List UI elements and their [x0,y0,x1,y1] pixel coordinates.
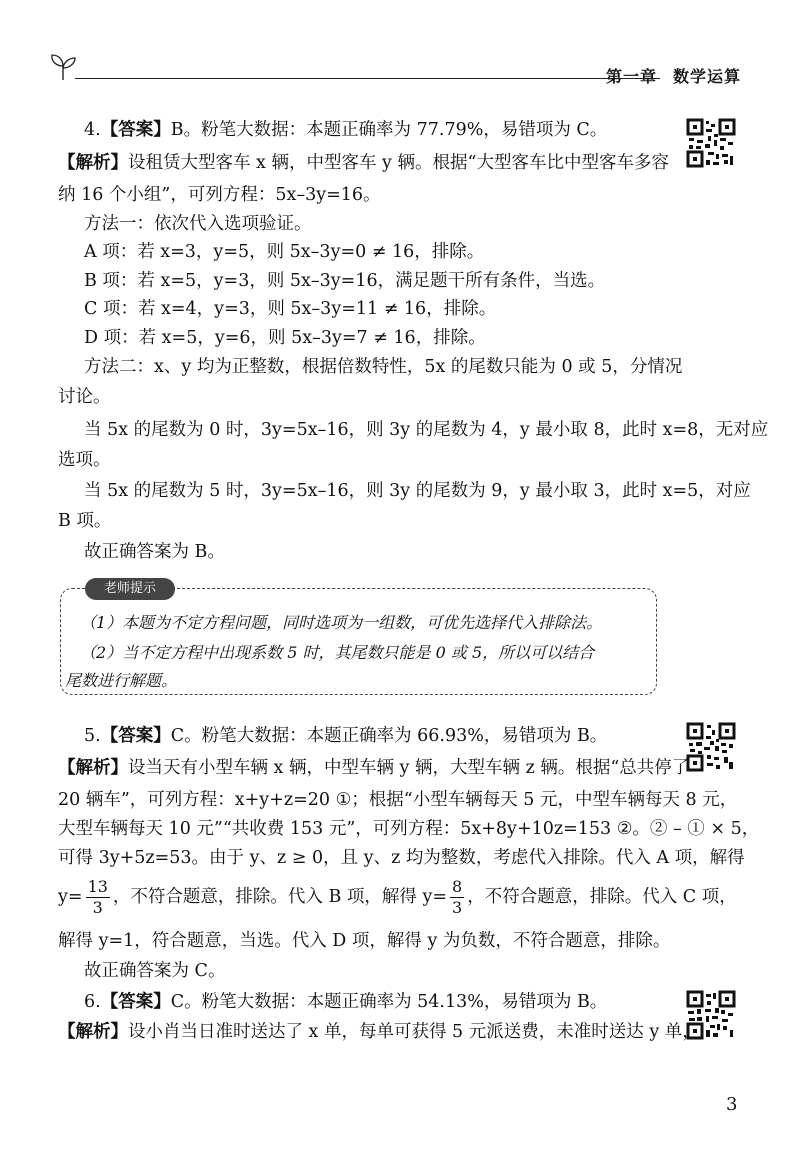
q6-analysis-line: 【解析】设小肖当日准时送达了 x 单，每单可获得 5 元派送费，未准时送达 y 单， [58,1022,700,1042]
q5-text-line: 20 辆车”，可列方程：x+y+z=20 ①；根据“小型车辆每天 5 元，中型车辆每天 8 元， [58,790,738,810]
q5-analysis-line: 【解析】设当天有小型车辆 x 辆，中型车辆 y 辆，大型车辆 z 辆。根据“总共停了 [58,758,690,778]
chapter-header [606,64,757,87]
chapter-label: 第一章 [606,67,658,86]
q4-text-line: 当 5x 的尾数为 5 时，3y=5x–16，则 3y 的尾数为 9，y 最小取 3，此时 x=5，对应 [84,481,751,501]
q4-text-line: 方法二：x、y 均为正整数，根据倍数特性，5x 的尾数只能为 0 或 5，分情况 [84,357,683,377]
tip-line: （1）本题为不定方程问题，同时选项为一组数，可优先选择代入排除法。 [80,613,603,632]
page-number: 3 [726,1094,738,1115]
q4-text-line: A 项：若 x=3，y=5，则 5x–3y=0 ≠ 16，排除。 [84,242,485,262]
header-rule [75,78,660,79]
fraction-13-3: $\frac{13}{3}$ [87,877,108,917]
qr-code-icon[interactable] [686,722,736,772]
q4-text-line: 选项。 [58,450,111,470]
q6-answer-line: 6.【答案】C。粉笔大数据：本题正确率为 54.13%，易错项为 B。 [84,992,608,1012]
q4-text-line: 方法一：依次代入选项验证。 [84,214,312,234]
q5-text-line: 可得 3y+5z=53。由于 y、z ≥ 0，且 y、z 均为整数，考虑代入排除。代入 A 项，解得 [58,848,745,868]
q5-fraction-line: y= $\frac{13}{3}$ ，不符合题意，排除。代入 B 项，解得 y= $\frac{8}{3}$ ，不符合题意，排除。代入 C 项， [58,877,737,917]
q5-text-line: 大型车辆每天 10 元”“共收费 153 元”，可列方程：5x+8y+10z=153 ②。② – ① × 5， [58,819,760,839]
q4-answer-line: 4.【答案】B。粉笔大数据：本题正确率为 77.79%，易错项为 C。 [84,120,608,140]
q4-text-line: 纳 16 个小组”，可列方程：5x–3y=16。 [58,185,381,205]
q5-conclusion: 故正确答案为 C。 [84,961,226,981]
q5-answer-line: 5.【答案】C。粉笔大数据：本题正确率为 66.93%，易错项为 B。 [84,726,608,746]
q4-text-line: 讨论。 [58,387,111,407]
tip-line: （2）当不定方程中出现系数 5 时，其尾数只能是 0 或 5，所以可以结合 [80,643,595,662]
tip-label: 老师提示 [85,578,175,600]
q5-text-line: 解得 y=1，符合题意，当选。代入 D 项，解得 y 为负数，不符合题意，排除。 [58,931,671,951]
q4-text-line: 当 5x 的尾数为 0 时，3y=5x–16，则 3y 的尾数为 4，y 最小取 8，此时 x=8，无对应 [84,420,769,440]
q4-text-line: B 项：若 x=5，y=3，则 5x–3y=16，满足题干所有条件，当选。 [84,271,606,291]
tip-line: 尾数进行解题。 [65,671,178,690]
fraction-8-3: $\frac{8}{3}$ [452,877,463,917]
q4-conclusion: 故正确答案为 B。 [84,542,225,562]
chapter-title: 数学运算 [673,67,742,86]
q4-text-line: B 项。 [58,511,112,531]
q4-text-line: C 项：若 x=4，y=3，则 5x–3y=11 ≠ 16，排除。 [84,299,497,319]
qr-code-icon[interactable] [686,118,736,168]
q4-analysis-line: 【解析】设租赁大型客车 x 辆，中型客车 y 辆。根据“大型客车比中型客车多容 [58,153,669,173]
q4-text-line: D 项：若 x=5，y=6，则 5x–3y=7 ≠ 16，排除。 [84,328,486,348]
